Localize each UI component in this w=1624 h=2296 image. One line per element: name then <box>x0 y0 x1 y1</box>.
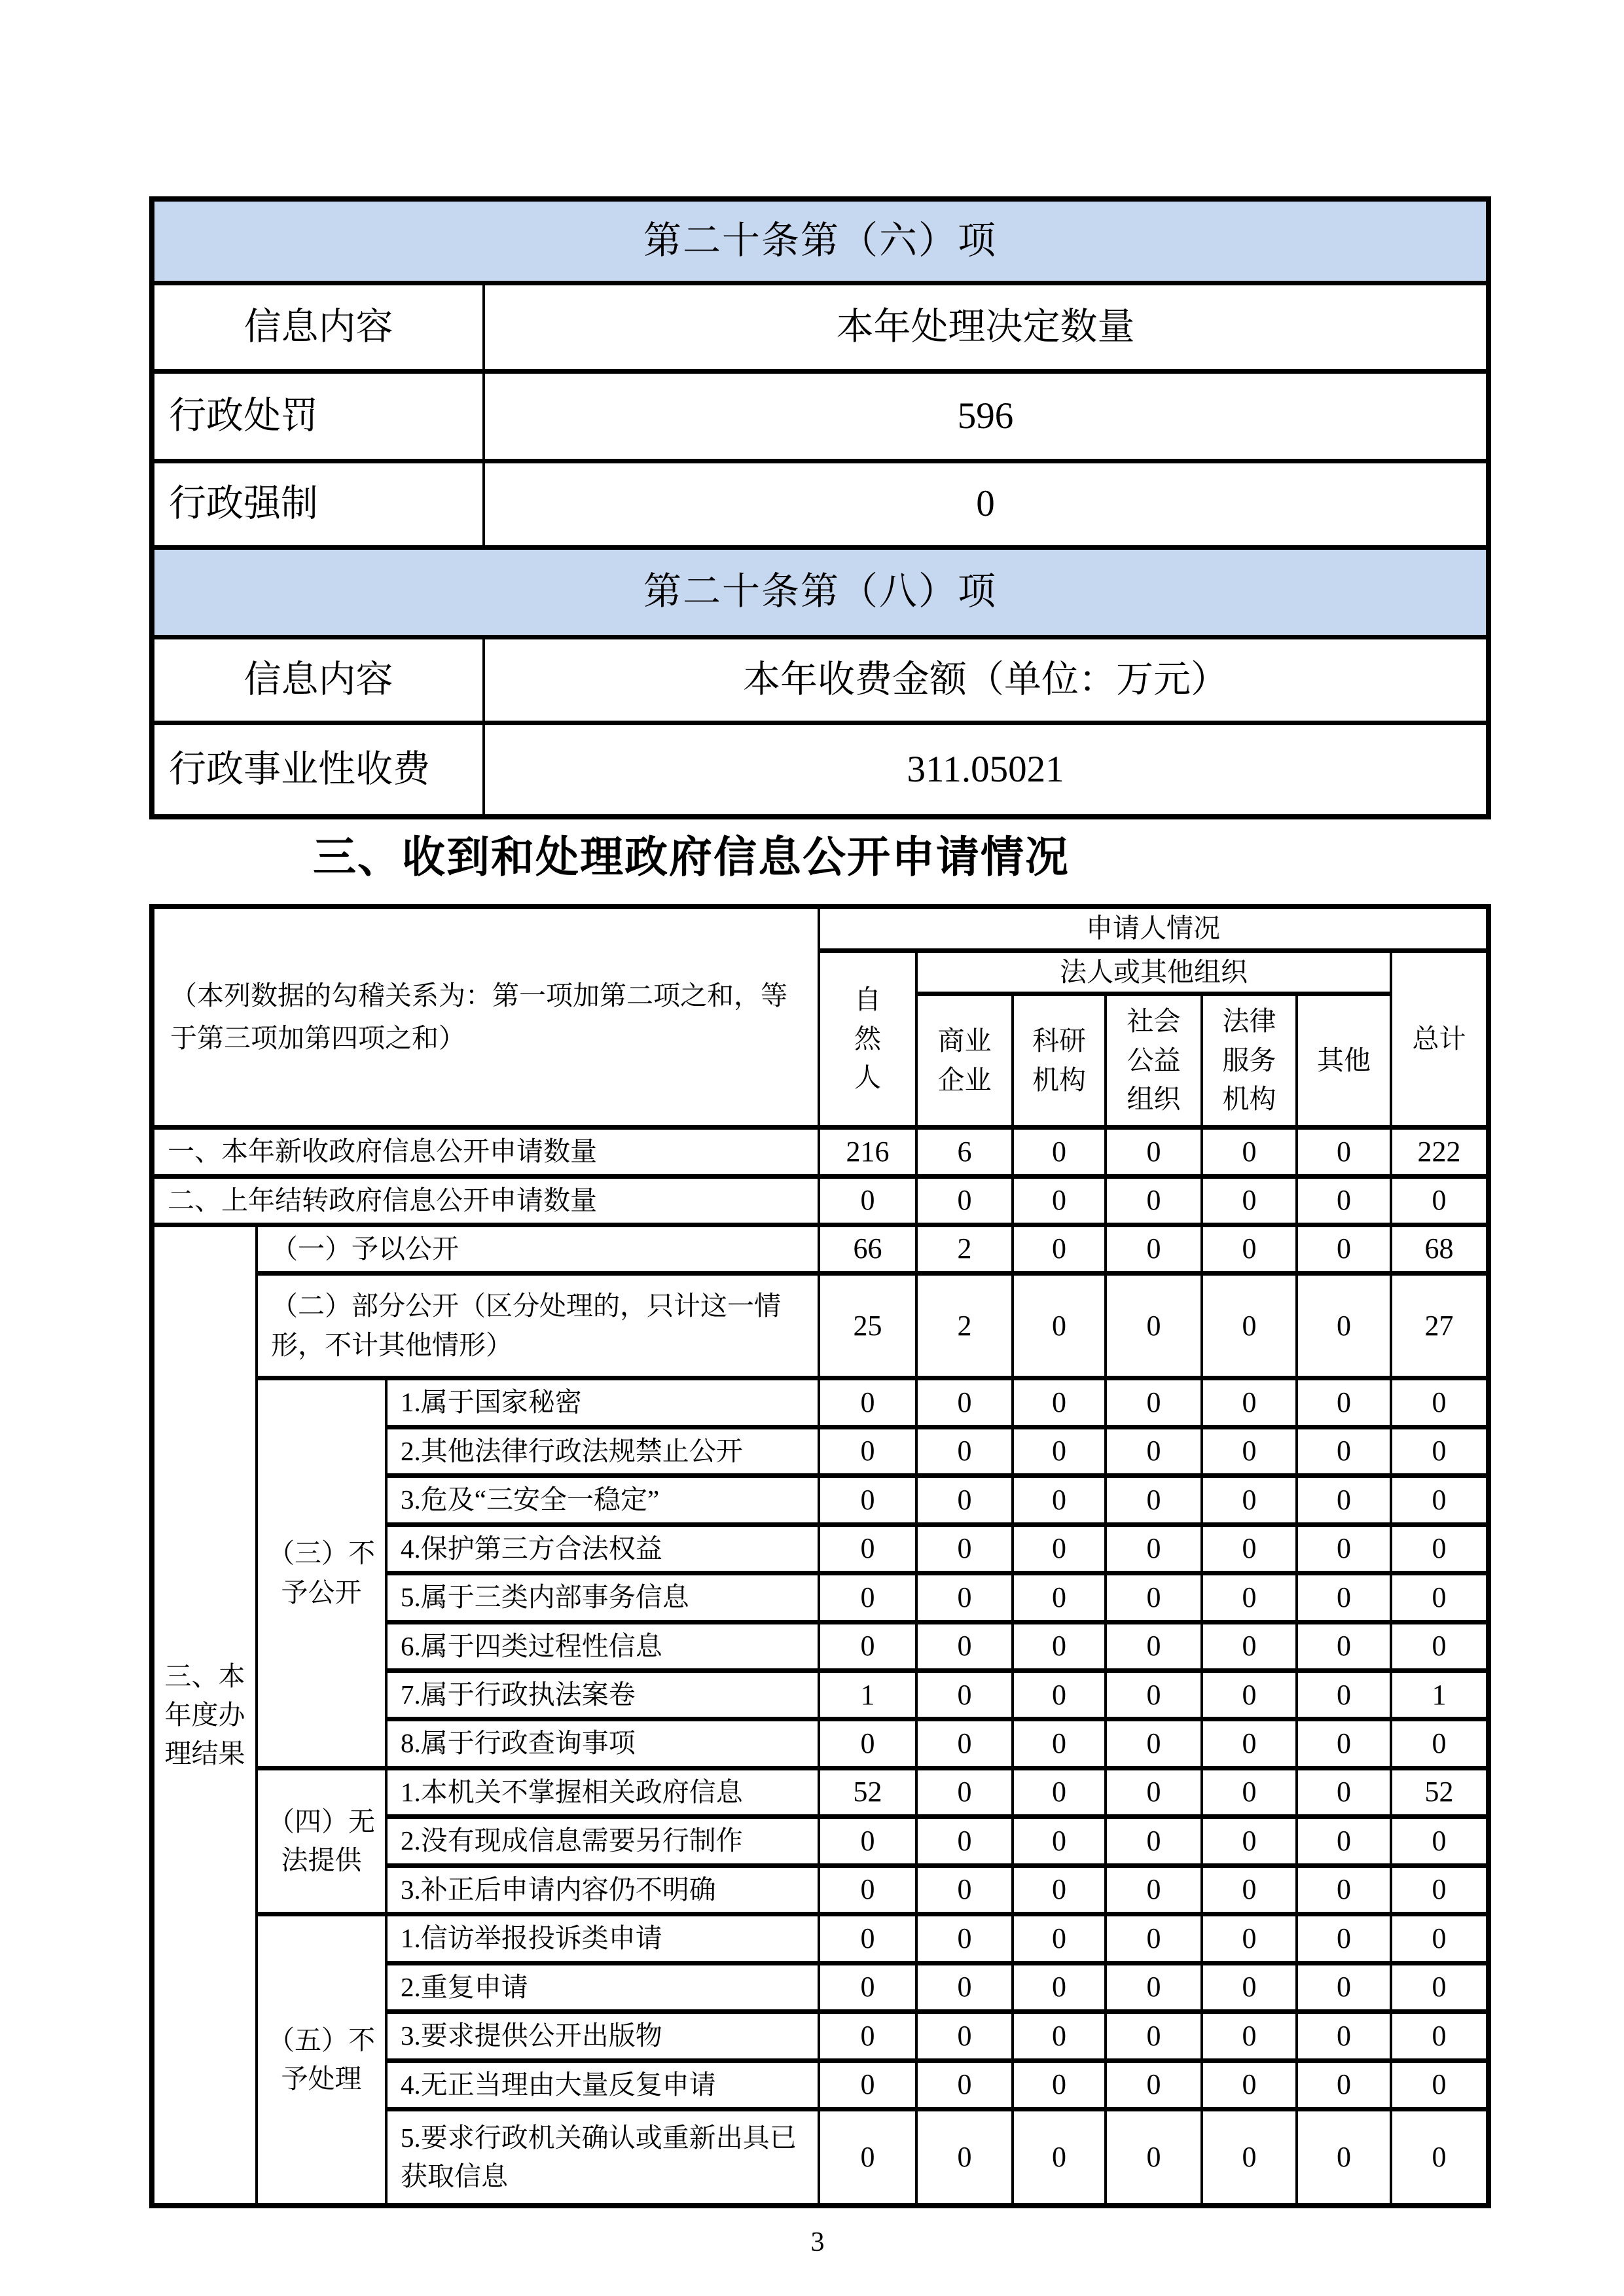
value-cell: 0 <box>819 1176 916 1225</box>
value-cell: 0 <box>1106 1524 1202 1573</box>
value-cell: 0 <box>1391 2109 1489 2206</box>
value-cell: 2 <box>916 1225 1013 1273</box>
value-cell: 0 <box>1202 1865 1297 1914</box>
value-cell: 0 <box>916 1817 1013 1865</box>
reconciliation-note: （本列数据的勾稽关系为：第一项加第二项之和，等于第三项加第四项之和） <box>152 906 819 1127</box>
value-cell: 0 <box>1202 1622 1297 1670</box>
value-cell: 0 <box>1391 1719 1489 1768</box>
value-cell: 0 <box>819 2109 916 2206</box>
row-value: 0 <box>484 461 1489 547</box>
value-cell: 52 <box>819 1768 916 1816</box>
value-cell: 25 <box>819 1274 916 1378</box>
org-column-header: 法律服务机构 <box>1202 994 1297 1128</box>
value-cell: 0 <box>916 1671 1013 1719</box>
row-label: 3.要求提供公开出版物 <box>386 2012 819 2060</box>
table-row <box>152 199 1489 283</box>
row-label: 2.没有现成信息需要另行制作 <box>386 1817 819 1865</box>
value-cell: 0 <box>1391 1622 1489 1670</box>
table-row <box>152 1378 1489 1427</box>
value-cell: 0 <box>1391 1427 1489 1475</box>
row-label: 2.重复申请 <box>386 1963 819 2011</box>
value-cell: 0 <box>1106 1671 1202 1719</box>
value-cell: 0 <box>1297 1719 1391 1768</box>
value-cell: 0 <box>1202 1719 1297 1768</box>
row-label: 信息内容 <box>152 637 484 723</box>
value-cell: 0 <box>1013 1128 1106 1176</box>
value-cell: 0 <box>1202 1274 1297 1378</box>
value-cell: 0 <box>1202 1176 1297 1225</box>
value-cell: 0 <box>1013 1427 1106 1475</box>
value-cell: 0 <box>916 1378 1013 1427</box>
value-cell: 0 <box>1391 1817 1489 1865</box>
value-cell: 0 <box>1013 1378 1106 1427</box>
value-cell: 0 <box>1202 1524 1297 1573</box>
table-row <box>152 461 1489 547</box>
value-cell: 0 <box>1391 1865 1489 1914</box>
row-value: 596 <box>484 371 1489 461</box>
value-cell: 0 <box>1013 1865 1106 1914</box>
value-cell: 0 <box>819 2060 916 2109</box>
value-cell: 0 <box>916 2012 1013 2060</box>
value-cell: 222 <box>1391 1128 1489 1176</box>
org-column-header: 科研机构 <box>1013 994 1106 1128</box>
value-cell: 0 <box>1106 1573 1202 1622</box>
value-cell: 0 <box>1106 1427 1202 1475</box>
value-cell: 0 <box>916 1176 1013 1225</box>
value-cell: 0 <box>1106 2109 1202 2206</box>
value-cell: 0 <box>819 1573 916 1622</box>
value-cell: 0 <box>1202 1378 1297 1427</box>
row-label: 7.属于行政执法案卷 <box>386 1671 819 1719</box>
applications-table <box>149 904 1491 2208</box>
value-cell: 0 <box>1202 2109 1297 2206</box>
value-cell: 0 <box>1391 1914 1489 1963</box>
value-cell: 0 <box>819 1865 916 1914</box>
value-cell: 0 <box>1013 2109 1106 2206</box>
value-cell: 0 <box>1202 2012 1297 2060</box>
value-cell: 0 <box>1297 1524 1391 1573</box>
value-cell: 0 <box>916 2109 1013 2206</box>
row-label: 行政强制 <box>152 461 484 547</box>
value-cell: 0 <box>1297 1768 1391 1816</box>
row-label: 1.信访举报投诉类申请 <box>386 1914 819 1963</box>
value-cell: 0 <box>1391 1176 1489 1225</box>
section6-header: 第二十条第（六）项 <box>152 199 1489 283</box>
value-cell: 0 <box>1297 2060 1391 2109</box>
value-cell: 0 <box>1202 1914 1297 1963</box>
value-cell: 0 <box>1106 2060 1202 2109</box>
value-cell: 0 <box>1297 1865 1391 1914</box>
row-value: 本年收费金额（单位：万元） <box>484 637 1489 723</box>
value-cell: 0 <box>1202 1768 1297 1816</box>
row-label: 4.无正当理由大量反复申请 <box>386 2060 819 2109</box>
value-cell: 2 <box>916 1274 1013 1378</box>
value-cell: 0 <box>916 1914 1013 1963</box>
value-cell: 0 <box>1013 1963 1106 2011</box>
value-cell: 0 <box>1297 1573 1391 1622</box>
row-label: 6.属于四类过程性信息 <box>386 1622 819 1670</box>
value-cell: 0 <box>916 1427 1013 1475</box>
value-cell: 0 <box>1013 1225 1106 1273</box>
row-value: 311.05021 <box>484 723 1489 817</box>
value-cell: 0 <box>1297 1225 1391 1273</box>
value-cell: 0 <box>1013 1476 1106 1524</box>
natural-person-header: 自然人 <box>819 950 916 1127</box>
value-cell: 0 <box>1013 1622 1106 1670</box>
table-row <box>152 1914 1489 1963</box>
value-cell: 0 <box>1106 1128 1202 1176</box>
legal-org-header: 法人或其他组织 <box>916 950 1391 994</box>
value-cell: 0 <box>1202 1128 1297 1176</box>
value-cell: 0 <box>1013 1817 1106 1865</box>
value-cell: 0 <box>819 1476 916 1524</box>
value-cell: 0 <box>1106 2012 1202 2060</box>
value-cell: 1 <box>1391 1671 1489 1719</box>
not-process-group-label: （五）不予处理 <box>257 1914 386 2206</box>
value-cell: 0 <box>1013 1768 1106 1816</box>
value-cell: 0 <box>1106 1963 1202 2011</box>
table-row <box>152 547 1489 637</box>
value-cell: 0 <box>916 1524 1013 1573</box>
row-label: （二）部分公开（区分处理的，只计这一情形，不计其他情形） <box>257 1274 819 1378</box>
row-label: 行政处罚 <box>152 371 484 461</box>
value-cell: 0 <box>1013 1719 1106 1768</box>
value-cell: 0 <box>819 1622 916 1670</box>
value-cell: 0 <box>1297 1427 1391 1475</box>
value-cell: 0 <box>819 1719 916 1768</box>
applicant-header: 申请人情况 <box>819 906 1489 950</box>
value-cell: 0 <box>1297 1817 1391 1865</box>
value-cell: 0 <box>1202 1817 1297 1865</box>
row-value: 本年处理决定数量 <box>484 283 1489 371</box>
value-cell: 0 <box>916 1573 1013 1622</box>
value-cell: 0 <box>1106 1914 1202 1963</box>
table-row <box>152 283 1489 371</box>
value-cell: 0 <box>1391 2012 1489 2060</box>
value-cell: 0 <box>819 1817 916 1865</box>
value-cell: 0 <box>916 1719 1013 1768</box>
value-cell: 0 <box>1297 1963 1391 2011</box>
row-label: 8.属于行政查询事项 <box>386 1719 819 1768</box>
row-label: 信息内容 <box>152 283 484 371</box>
value-cell: 0 <box>1106 1865 1202 1914</box>
table-row <box>152 1128 1489 1176</box>
value-cell: 68 <box>1391 1225 1489 1273</box>
value-cell: 0 <box>1297 1622 1391 1670</box>
row-label: 2.其他法律行政法规禁止公开 <box>386 1427 819 1475</box>
value-cell: 0 <box>1106 1176 1202 1225</box>
value-cell: 0 <box>1106 1274 1202 1378</box>
value-cell: 0 <box>1297 1176 1391 1225</box>
table-row <box>152 637 1489 723</box>
table-row <box>152 371 1489 461</box>
row-label: 1.本机关不掌握相关政府信息 <box>386 1768 819 1816</box>
value-cell: 0 <box>1391 1378 1489 1427</box>
not-disclose-group-label: （三）不予公开 <box>257 1378 386 1768</box>
value-cell: 0 <box>1106 1817 1202 1865</box>
value-cell: 0 <box>819 1427 916 1475</box>
value-cell: 0 <box>916 1768 1013 1816</box>
value-cell: 0 <box>819 2012 916 2060</box>
value-cell: 0 <box>1297 1378 1391 1427</box>
value-cell: 0 <box>916 1963 1013 2011</box>
value-cell: 0 <box>1106 1719 1202 1768</box>
value-cell: 0 <box>1391 1573 1489 1622</box>
value-cell: 0 <box>1391 1524 1489 1573</box>
article20-table <box>149 196 1491 819</box>
row-label: 5.要求行政机关确认或重新出具已获取信息 <box>386 2109 819 2206</box>
org-column-header: 商业企业 <box>916 994 1013 1128</box>
value-cell: 6 <box>916 1128 1013 1176</box>
value-cell: 0 <box>819 1963 916 2011</box>
value-cell: 0 <box>1297 1274 1391 1378</box>
page-number: 3 <box>810 2227 825 2258</box>
section-heading: 三、收到和处理政府信息公开申请情况 <box>313 833 1070 881</box>
value-cell: 0 <box>1013 1573 1106 1622</box>
row-label: 3.危及“三安全一稳定” <box>386 1476 819 1524</box>
table-row <box>152 1176 1489 1225</box>
table-row <box>152 1768 1489 1816</box>
value-cell: 0 <box>1013 2060 1106 2109</box>
value-cell: 0 <box>1297 2012 1391 2060</box>
value-cell: 0 <box>1202 1963 1297 2011</box>
value-cell: 0 <box>1297 1914 1391 1963</box>
table-row <box>152 1274 1489 1378</box>
value-cell: 0 <box>1106 1476 1202 1524</box>
value-cell: 0 <box>1013 1274 1106 1378</box>
result-group-label: 三、本年度办理结果 <box>152 1225 257 2206</box>
value-cell: 0 <box>1202 1573 1297 1622</box>
value-cell: 0 <box>1202 1476 1297 1524</box>
page-content <box>149 196 1486 2258</box>
row-label: 4.保护第三方合法权益 <box>386 1524 819 1573</box>
value-cell: 0 <box>1106 1225 1202 1273</box>
row-label: 3.补正后申请内容仍不明确 <box>386 1865 819 1914</box>
row-label: 二、上年结转政府信息公开申请数量 <box>152 1176 819 1225</box>
value-cell: 0 <box>1391 1476 1489 1524</box>
table-row <box>152 1225 1489 1273</box>
value-cell: 0 <box>1297 1671 1391 1719</box>
total-header: 总计 <box>1391 950 1489 1127</box>
value-cell: 0 <box>1013 2012 1106 2060</box>
value-cell: 0 <box>1202 1225 1297 1273</box>
row-label: 1.属于国家秘密 <box>386 1378 819 1427</box>
value-cell: 0 <box>1013 1914 1106 1963</box>
org-column-header: 社会公益组织 <box>1106 994 1202 1128</box>
value-cell: 0 <box>1391 2060 1489 2109</box>
value-cell: 0 <box>916 1622 1013 1670</box>
row-label: 一、本年新收政府信息公开申请数量 <box>152 1128 819 1176</box>
row-label: 5.属于三类内部事务信息 <box>386 1573 819 1622</box>
table-header-row <box>152 906 1489 950</box>
value-cell: 216 <box>819 1128 916 1176</box>
value-cell: 52 <box>1391 1768 1489 1816</box>
unable-provide-group-label: （四）无法提供 <box>257 1768 386 1914</box>
value-cell: 0 <box>1297 2109 1391 2206</box>
value-cell: 0 <box>1202 1427 1297 1475</box>
row-label: 行政事业性收费 <box>152 723 484 817</box>
value-cell: 0 <box>1297 1476 1391 1524</box>
value-cell: 1 <box>819 1671 916 1719</box>
value-cell: 0 <box>1106 1378 1202 1427</box>
value-cell: 0 <box>916 1476 1013 1524</box>
row-label: （一）予以公开 <box>257 1225 819 1273</box>
value-cell: 0 <box>1013 1671 1106 1719</box>
section8-header: 第二十条第（八）项 <box>152 547 1489 637</box>
value-cell: 27 <box>1391 1274 1489 1378</box>
value-cell: 0 <box>1106 1768 1202 1816</box>
value-cell: 0 <box>1106 1622 1202 1670</box>
value-cell: 0 <box>819 1378 916 1427</box>
org-column-header: 其他 <box>1297 994 1391 1128</box>
value-cell: 0 <box>916 1865 1013 1914</box>
value-cell: 0 <box>1013 1176 1106 1225</box>
value-cell: 0 <box>1297 1128 1391 1176</box>
value-cell: 0 <box>819 1914 916 1963</box>
value-cell: 0 <box>1202 1671 1297 1719</box>
value-cell: 66 <box>819 1225 916 1273</box>
value-cell: 0 <box>819 1524 916 1573</box>
value-cell: 0 <box>1391 1963 1489 2011</box>
value-cell: 0 <box>916 2060 1013 2109</box>
value-cell: 0 <box>1013 1524 1106 1573</box>
table-row <box>152 723 1489 817</box>
value-cell: 0 <box>1202 2060 1297 2109</box>
